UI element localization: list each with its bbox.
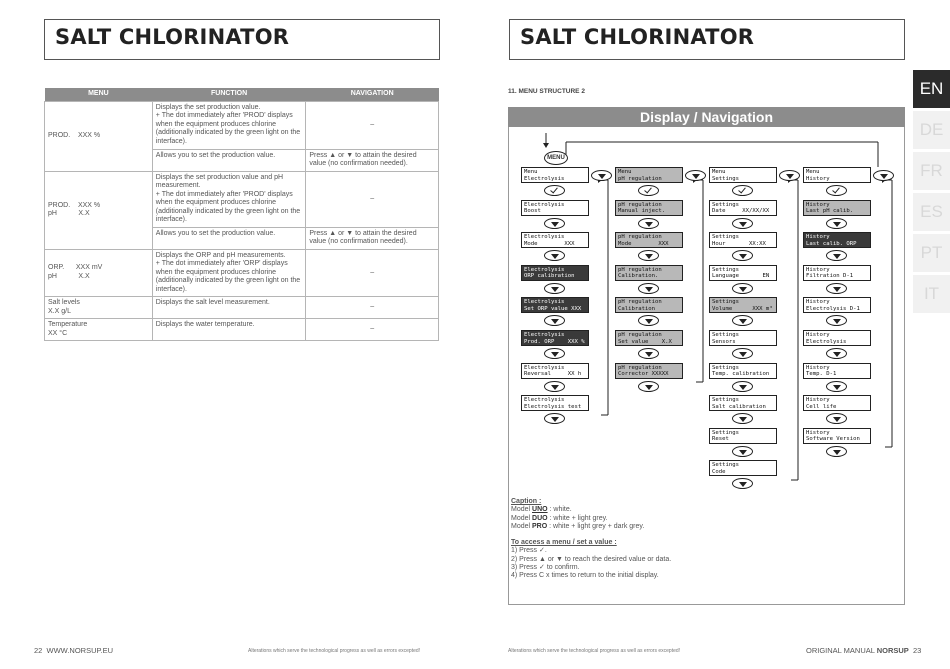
- lcd-screen: History Last calib. ORP: [803, 232, 871, 248]
- down-arrow-button[interactable]: [732, 446, 753, 457]
- lcd-screen: pH regulation Set value X.X: [615, 330, 683, 346]
- section-heading: 11. MENU STRUCTURE 2: [508, 88, 585, 95]
- down-arrow-button[interactable]: [732, 218, 753, 229]
- access-step: 2) Press ▲ or ▼ to reach the desired value or data.: [511, 555, 672, 563]
- footer-brand: NORSUP: [876, 646, 909, 655]
- lang-tab-pt[interactable]: PT: [913, 234, 950, 272]
- lcd-screen: Settings Language EN: [709, 265, 777, 281]
- diagram-title: Display / Navigation: [508, 107, 905, 127]
- lcd-screen: pH regulation Mode XXX: [615, 232, 683, 248]
- row-menu: ORP. XXX mV pH X.X: [45, 249, 153, 297]
- lcd-screen: pH regulation Calibration: [615, 297, 683, 313]
- menu-button[interactable]: MENU: [544, 151, 568, 165]
- footer-manual: ORIGINAL MANUAL: [806, 646, 875, 655]
- lcd-screen: Menu History: [803, 167, 871, 183]
- row-nav: –: [306, 171, 439, 227]
- left-page-number: 22: [34, 646, 43, 655]
- access-title: To access a menu / set a value :: [511, 539, 617, 547]
- lcd-screen: Menu Settings: [709, 167, 777, 183]
- lcd-screen: Electrolysis Set ORP value XXX: [521, 297, 589, 313]
- down-arrow-button[interactable]: [826, 283, 847, 294]
- lcd-screen: pH regulation Corrector XXXXX: [615, 363, 683, 379]
- lcd-screen: Electrolysis Boost: [521, 200, 589, 216]
- lcd-screen: Electrolysis Prod. ORP XXX %: [521, 330, 589, 346]
- right-footer-note: Alterations which serve the technological progress as well as errors excepted!: [508, 648, 681, 654]
- lang-tab-en[interactable]: EN: [913, 70, 950, 108]
- row-nav: –: [306, 101, 439, 149]
- lcd-screen: History Last pH calib.: [803, 200, 871, 216]
- lcd-screen: Settings Code: [709, 460, 777, 476]
- lcd-screen: History Electrolysis D-1: [803, 297, 871, 313]
- header-navigation: NAVIGATION: [306, 88, 439, 101]
- lcd-screen: Settings Temp. calibration: [709, 363, 777, 379]
- down-arrow-button[interactable]: [732, 381, 753, 392]
- caption-line: Model UNO : white.: [511, 506, 572, 514]
- left-title-box: [44, 19, 440, 60]
- confirm-button[interactable]: [826, 185, 847, 196]
- right-footer: [806, 646, 921, 655]
- down-arrow-button[interactable]: [638, 218, 659, 229]
- table-row: [45, 171, 439, 227]
- header-function: FUNCTION: [152, 88, 306, 101]
- lcd-screen: Electrolysis Mode XXX: [521, 232, 589, 248]
- access-step: 1) Press ✓.: [511, 547, 547, 555]
- right-title-box: [509, 19, 905, 60]
- row-nav: –: [306, 319, 439, 341]
- lang-tab-fr[interactable]: FR: [913, 152, 950, 190]
- menu-table: [44, 88, 439, 341]
- lcd-screen: Settings Reset: [709, 428, 777, 444]
- left-footer-site: WWW.NORSUP.EU: [46, 646, 114, 655]
- row-menu: PROD. XXX % pH X.X: [45, 171, 153, 249]
- down-arrow-button[interactable]: [544, 348, 565, 359]
- lcd-screen: Electrolysis ORP calibration: [521, 265, 589, 281]
- lcd-screen: pH regulation Calibration.: [615, 265, 683, 281]
- down-arrow-button[interactable]: [826, 348, 847, 359]
- down-arrow-button[interactable]: [826, 218, 847, 229]
- caption-line: Model PRO : white + light grey + dark grey.: [511, 522, 645, 530]
- confirm-button[interactable]: [544, 185, 565, 196]
- lang-tab-it[interactable]: IT: [913, 275, 950, 313]
- down-arrow-button[interactable]: [638, 283, 659, 294]
- left-footer: [34, 646, 113, 655]
- down-arrow-button[interactable]: [544, 283, 565, 294]
- row-nav: –: [306, 297, 439, 319]
- row-function: Displays the set production value and pH measurement. + The dot immediately after 'PROD' displays when the equipment produces chlorine (additionally indicated by the green light on the interface).: [152, 171, 306, 227]
- confirm-button[interactable]: [732, 185, 753, 196]
- table-row: [45, 101, 439, 149]
- lcd-screen: Electrolysis Electrolysis test: [521, 395, 589, 411]
- row-nav: Press ▲ or ▼ to attain the desired value (no confirmation needed).: [306, 149, 439, 171]
- lang-tab-de[interactable]: DE: [913, 111, 950, 149]
- row-function: Allows you to set the production value.: [152, 149, 306, 171]
- table-row: [45, 297, 439, 319]
- down-arrow-button[interactable]: [826, 381, 847, 392]
- next-menu-button[interactable]: [779, 170, 800, 181]
- row-menu: PROD. XXX %: [45, 101, 153, 171]
- down-arrow-button[interactable]: [732, 283, 753, 294]
- down-arrow-button[interactable]: [544, 218, 565, 229]
- lcd-screen: Menu pH regulation: [615, 167, 683, 183]
- row-nav: Press ▲ or ▼ to attain the desired value (no confirmation needed).: [306, 227, 439, 249]
- lcd-screen: Electrolysis Reversal XX h: [521, 363, 589, 379]
- table-row: [45, 319, 439, 341]
- right-page-number: 23: [912, 646, 922, 655]
- lcd-screen: Settings Date XX/XX/XX: [709, 200, 777, 216]
- lcd-screen: History Software Version: [803, 428, 871, 444]
- lcd-screen: History Temp. D-1: [803, 363, 871, 379]
- row-function: Displays the set production value. + The dot immediately after 'PROD' displays when the equipment produces chlorine (additionally indicated by the green light on the interface).: [152, 101, 306, 149]
- confirm-button[interactable]: [638, 185, 659, 196]
- caption-line: Model DUO : white + light grey.: [511, 514, 608, 522]
- lcd-screen: Menu Electrolysis: [521, 167, 589, 183]
- row-function: Displays the water temperature.: [152, 319, 306, 341]
- caption-block: [511, 498, 671, 581]
- left-page-title: SALT CHLORINATOR: [55, 25, 290, 49]
- row-menu: Temperature XX °C: [45, 319, 153, 341]
- lcd-screen: Settings Hour XX:XX: [709, 232, 777, 248]
- caption-title: Caption :: [511, 498, 542, 505]
- access-step: 4) Press C x times to return to the initial display.: [511, 572, 659, 580]
- lcd-screen: Settings Salt calibration: [709, 395, 777, 411]
- lcd-screen: pH regulation Manual inject.: [615, 200, 683, 216]
- left-footer-note: Alterations which serve the technological progress as well as errors excepted!: [248, 648, 421, 654]
- down-arrow-button[interactable]: [638, 348, 659, 359]
- header-menu: MENU: [45, 88, 153, 101]
- next-menu-button[interactable]: [873, 170, 894, 181]
- down-arrow-button[interactable]: [544, 381, 565, 392]
- lcd-screen: History Electrolysis: [803, 330, 871, 346]
- row-function: Displays the ORP and pH measurements. + The dot immediately after 'ORP' displays when the equipment produces chlorine (additionally indicated by the green light on the interface).: [152, 249, 306, 297]
- row-nav: –: [306, 249, 439, 297]
- right-page-title: SALT CHLORINATOR: [520, 25, 755, 49]
- lang-tab-es[interactable]: ES: [913, 193, 950, 231]
- lcd-screen: Settings Sensors: [709, 330, 777, 346]
- lcd-screen: Settings Volume XXX m³: [709, 297, 777, 313]
- next-menu-button[interactable]: [685, 170, 706, 181]
- row-function: Displays the salt level measurement.: [152, 297, 306, 319]
- lcd-screen: History Filtration D-1: [803, 265, 871, 281]
- down-arrow-button[interactable]: [732, 348, 753, 359]
- down-arrow-button[interactable]: [638, 381, 659, 392]
- row-menu: Salt levels X.X g/L: [45, 297, 153, 319]
- table-row: [45, 249, 439, 297]
- next-menu-button[interactable]: [591, 170, 612, 181]
- lcd-screen: History Cell life: [803, 395, 871, 411]
- down-arrow-button[interactable]: [826, 446, 847, 457]
- row-function: Allows you to set the production value.: [152, 227, 306, 249]
- access-step: 3) Press ✓ to confirm.: [511, 564, 580, 572]
